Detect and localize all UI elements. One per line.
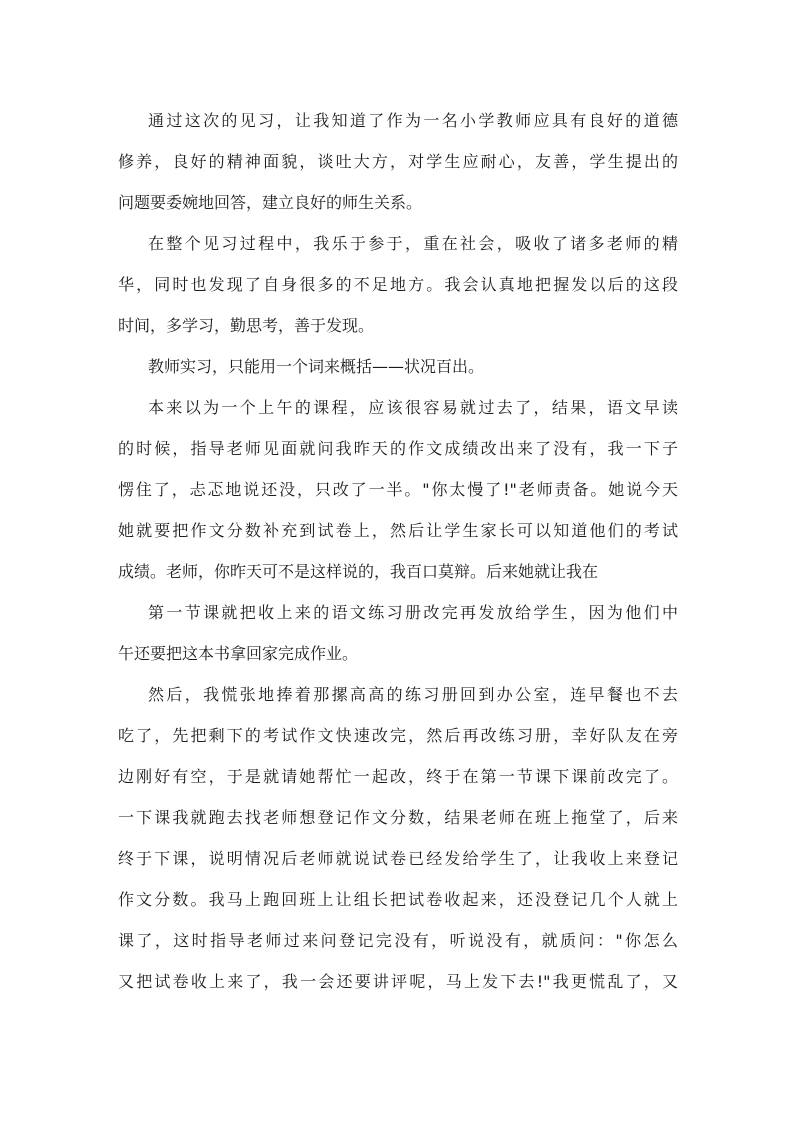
text-line: 课了，这时指导老师过来问登记完没有，听说没有，就质问："你怎么 <box>118 931 678 950</box>
text-line: 修养，良好的精神面貌，谈吐大方，对学生应耐心，友善，学生提出的 <box>118 152 678 171</box>
text-line: 的时候，指导老师见面就问我昨天的作文成绩改出来了没有，我一下子 <box>118 439 678 458</box>
text-line: 成绩。老师，你昨天可不是这样说的，我百口莫辩。后来她就让我在 <box>118 562 599 581</box>
document-body <box>118 100 678 1002</box>
text-line: 问题要委婉地回答，建立良好的师生关系。 <box>118 193 423 212</box>
text-line: 然后，我慌张地捧着那摞高高的练习册回到办公室，连早餐也不去 <box>148 685 678 704</box>
text-line: 华，同时也发现了自身很多的不足地方。我会认真地把握发以后的这段 <box>118 275 678 294</box>
text-line: 作文分数。我马上跑回班上让组长把试卷收起来，还没登记几个人就上 <box>118 890 678 909</box>
text-line: 午还要把这本书拿回家完成作业。 <box>118 644 359 663</box>
text-line: 她就要把作文分数补充到试卷上，然后让学生家长可以知道他们的考试 <box>118 521 678 540</box>
text-line: 又把试卷收上来了，我一会还要讲评呢，马上发下去!"我更慌乱了，又 <box>118 972 678 991</box>
text-line: 通过这次的见习，让我知道了作为一名小学教师应具有良好的道德 <box>148 111 678 130</box>
text-line: 边刚好有空，于是就请她帮忙一起改，终于在第一节课下课前改完了。 <box>118 767 678 786</box>
text-line: 吃了，先把剩下的考试作文快速改完，然后再改练习册，幸好队友在旁 <box>118 726 678 745</box>
text-line: 教师实习，只能用一个词来概括——状况百出。 <box>148 357 485 376</box>
text-line: 第一节课就把收上来的语文练习册改完再发放给学生，因为他们中 <box>148 603 678 622</box>
text-line: 本来以为一个上午的课程，应该很容易就过去了，结果，语文早读 <box>148 398 678 417</box>
text-line: 在整个见习过程中，我乐于参于，重在社会，吸收了诸多老师的精 <box>148 234 678 253</box>
text-line: 终于下课，说明情况后老师就说试卷已经发给学生了，让我收上来登记 <box>118 849 678 868</box>
text-line: 时间，多学习，勤思考，善于发现。 <box>118 316 375 335</box>
text-line: 一下课我就跑去找老师想登记作文分数，结果老师在班上拖堂了，后来 <box>118 808 678 827</box>
text-line: 愣住了，忐忑地说还没，只改了一半。"你太慢了!"老师责备。她说今天 <box>118 480 678 499</box>
